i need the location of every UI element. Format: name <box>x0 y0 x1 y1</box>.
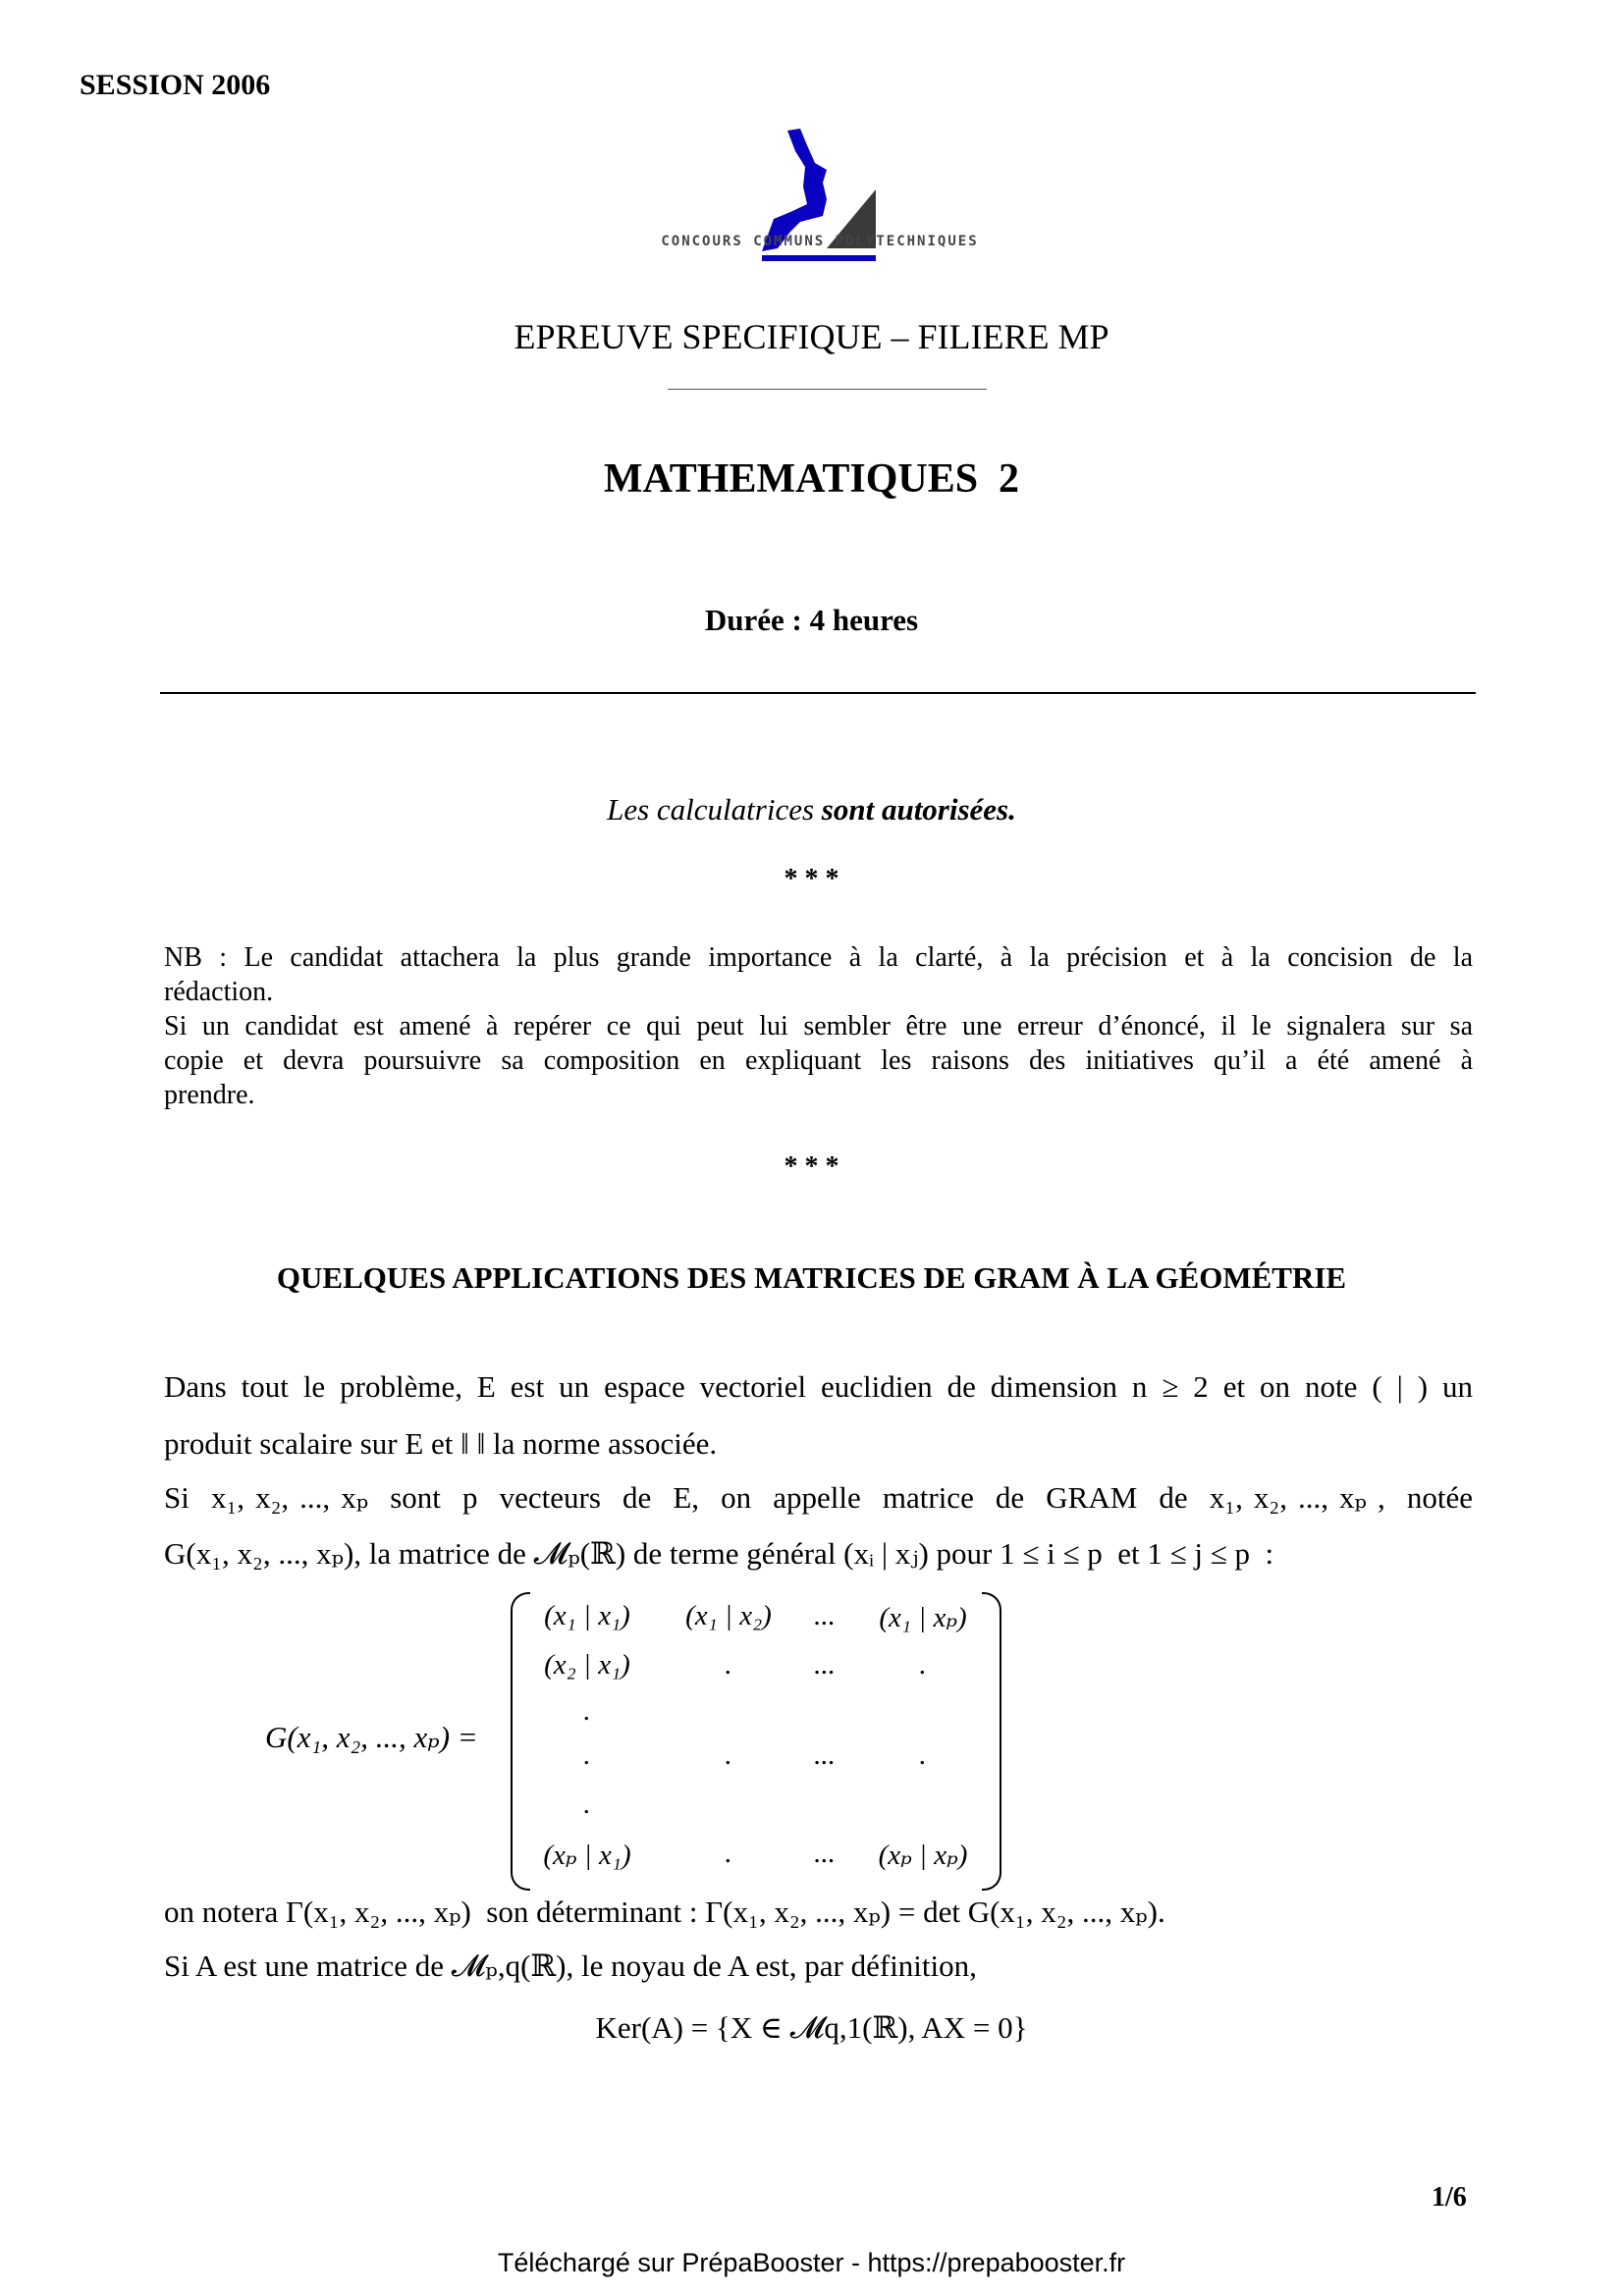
problem-text: Si A est une matrice de 𝓜ₚ,q(ℝ), le noyau de A est, par définition, <box>164 1949 977 1983</box>
calc-text: Les calculatrices <box>607 792 822 827</box>
problem-text: Dans tout le problème, E est un espace vectoriel euclidien de dimension n ≥ 2 et on note ( | ) un <box>164 1369 1473 1404</box>
matrix-cell: . <box>583 1789 591 1820</box>
problem-text: produit scalaire sur E et ‖ ‖ la norme associée. <box>164 1426 718 1461</box>
nb-line: NB : Le candidat attachera la plus grande importance à la clarté, à la précision et à la concision de la <box>164 942 1473 973</box>
matrix-cell: . <box>583 1739 591 1771</box>
left-paren <box>511 1592 530 1891</box>
nb-line: rédaction. <box>164 977 274 1007</box>
matrix-cell: . <box>919 1739 927 1771</box>
problem-text: Si x₁, x₂, ..., xₚ sont p vecteurs de E, on appelle matrice de GRAM de x₁, x₂, ..., xₚ , notée <box>164 1480 1473 1515</box>
nb-line: prendre. <box>164 1080 255 1110</box>
session-label: SESSION 2006 <box>80 69 271 101</box>
divider <box>160 692 1476 694</box>
nb-line: copie et devra poursuivre sa composition en expliquant les raisons des initiatives qu’il a été amené à <box>164 1045 1473 1076</box>
right-paren <box>982 1592 1001 1891</box>
logo-text: CONCOURS COMMUNS POLYTECHNIQUES <box>661 234 979 249</box>
stars-separator: * * * <box>784 864 839 894</box>
gram-matrix <box>511 1592 1001 1887</box>
matrix-lhs: G(x₁, x₂, ..., xₚ) = <box>265 1720 478 1754</box>
nb-line: Si un candidat est amené à repérer ce qui peut lui sembler être une erreur d’énoncé, il le signalera sur sa <box>164 1011 1473 1041</box>
duration: Durée : 4 heures <box>704 603 919 637</box>
calc-bold-text: sont autorisées. <box>821 792 1016 827</box>
kernel-formula: Ker(A) = {X ∈ 𝓜q,1(ℝ), AX = 0} <box>595 2010 1028 2045</box>
matrix-cell: . <box>919 1649 927 1681</box>
matrix-cell: . <box>583 1695 591 1727</box>
matrix-cell: (x₁ | xₚ) <box>879 1602 967 1633</box>
subject-title: MATHEMATIQUES 2 <box>603 456 1020 502</box>
calculator-note <box>0 792 1623 828</box>
matrix-cell: ... <box>814 1600 836 1631</box>
page-number: 1/6 <box>1432 2182 1467 2213</box>
matrix-cell: . <box>725 1649 732 1681</box>
matrix-cell: ... <box>814 1739 836 1771</box>
matrix-cell: . <box>725 1838 732 1869</box>
matrix-cell: ... <box>814 1838 836 1869</box>
logo <box>619 126 1021 263</box>
logo-underline <box>762 255 876 261</box>
matrix-cell: ... <box>814 1649 836 1681</box>
matrix-cell: (x₂ | x₁) <box>544 1649 630 1681</box>
matrix-cell: (xₚ | x₁) <box>543 1840 631 1871</box>
problem-text: on notera Γ(x₁, x₂, ..., xₚ) son déterminant : Γ(x₁, x₂, ..., xₚ) = det G(x₁, x₂, ..., xₚ). <box>164 1895 1165 1929</box>
matrix-cell: (x₁ | x₁) <box>544 1600 630 1631</box>
matrix-cell: (xₚ | xₚ) <box>878 1840 968 1871</box>
epreuve-title: EPREUVE SPECIFIQUE – FILIERE MP <box>514 317 1109 356</box>
divider <box>668 389 987 390</box>
matrix-cell: . <box>725 1739 732 1771</box>
footer-download-note: Téléchargé sur PrépaBooster - https://prepabooster.fr <box>497 2248 1126 2277</box>
stars-separator: * * * <box>784 1151 839 1182</box>
matrix-cell: (x₁ | x₂) <box>685 1600 772 1631</box>
problem-text: G(x₁, x₂, ..., xₚ), la matrice de 𝓜ₚ(ℝ) de terme général (xᵢ | xⱼ) pour 1 ≤ i ≤ p et 1 ≤ j ≤ p : <box>164 1536 1274 1571</box>
problem-title: QUELQUES APPLICATIONS DES MATRICES DE GRAM À LA GÉOMÉTRIE <box>276 1260 1347 1295</box>
